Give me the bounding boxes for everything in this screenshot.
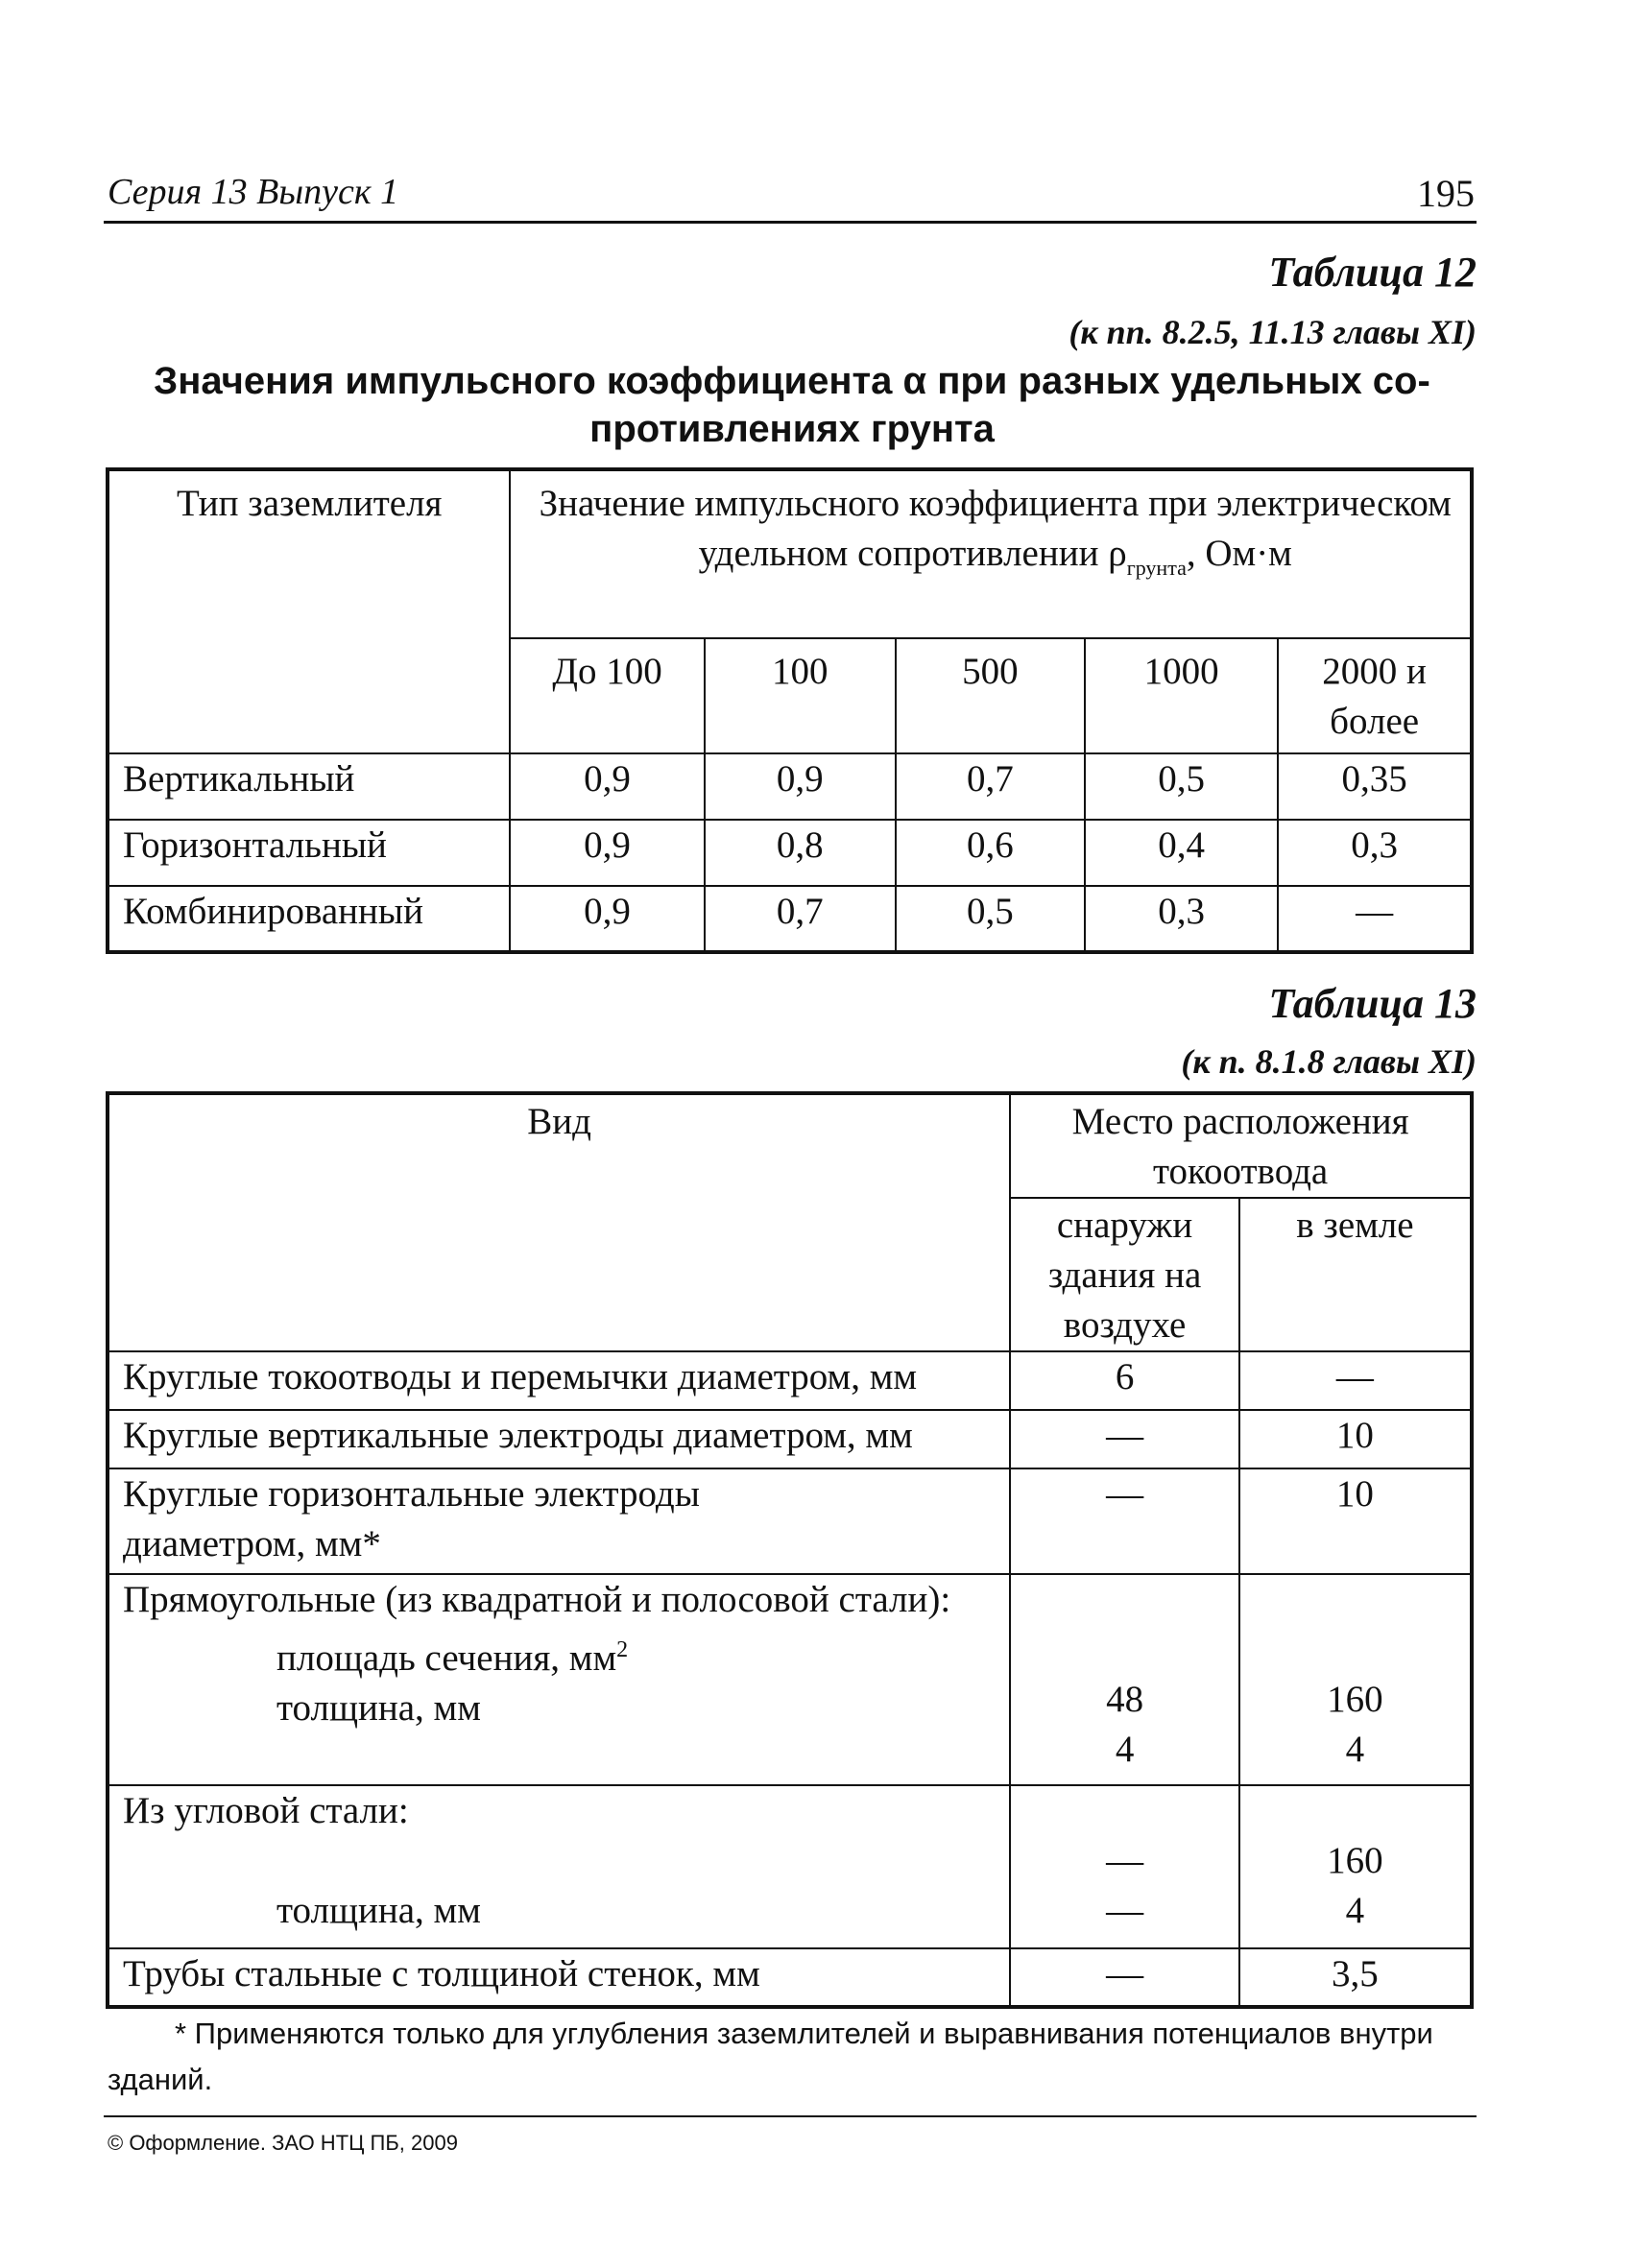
unit-superscript: 2 bbox=[616, 1637, 629, 1662]
sub-row-label: толщина, мм bbox=[276, 1890, 481, 1931]
cell-value: — bbox=[1106, 1890, 1144, 1931]
row-label: Трубы стальные с толщиной стенок, мм bbox=[108, 1948, 1010, 2007]
cell-value: 0,9 bbox=[510, 753, 704, 820]
table-row bbox=[108, 1948, 1472, 2007]
col-header: 500 bbox=[896, 638, 1085, 753]
row-label: Из угловой стали: bbox=[123, 1790, 409, 1831]
col-header: 2000 и более bbox=[1278, 638, 1472, 753]
cell-value: 4 bbox=[1345, 1890, 1365, 1931]
cell-value: — bbox=[1010, 1410, 1239, 1468]
row-label: Круглые вертикальные электроды диаметром, мм bbox=[108, 1410, 1010, 1468]
cell-values bbox=[1239, 1785, 1472, 1948]
cell-value: 0,6 bbox=[896, 820, 1085, 886]
table-row bbox=[108, 820, 1472, 886]
cell-value: 0,9 bbox=[705, 753, 896, 820]
cell-value: 0,9 bbox=[510, 886, 704, 952]
cell-value: — bbox=[1010, 1948, 1239, 2007]
cell-value: 4 bbox=[1115, 1729, 1135, 1770]
table12-caption: Таблица 12 bbox=[1268, 249, 1477, 296]
cell-value: 3,5 bbox=[1239, 1948, 1472, 2007]
col-header: 100 bbox=[705, 638, 896, 753]
cell-values bbox=[1010, 1785, 1239, 1948]
cell-value: 0,5 bbox=[1085, 753, 1278, 820]
impulse-coefficient-table bbox=[106, 467, 1474, 954]
row-label: Вертикальный bbox=[108, 753, 510, 820]
col-header: До 100 bbox=[510, 638, 704, 753]
cell-value: — bbox=[1106, 1840, 1144, 1881]
table12-reference: (к пп. 8.2.5, 11.13 главы XI) bbox=[1069, 313, 1477, 351]
cell-value: 0,9 bbox=[510, 820, 704, 886]
series-label: Серия 13 Выпуск 1 bbox=[108, 172, 399, 212]
cell-value: 0,35 bbox=[1278, 753, 1472, 820]
table-row bbox=[108, 1785, 1472, 1948]
cell-value: 10 bbox=[1239, 1410, 1472, 1468]
cell-value: 0,7 bbox=[705, 886, 896, 952]
row-label-group bbox=[108, 1785, 1010, 1948]
cell-value: — bbox=[1010, 1468, 1239, 1574]
cell-values bbox=[1010, 1574, 1239, 1785]
cell-value: 160 bbox=[1327, 1840, 1383, 1881]
cell-value: 6 bbox=[1010, 1351, 1239, 1410]
cell-value: 10 bbox=[1239, 1468, 1472, 1574]
row-label: Круглые токоотводы и перемычки диаметром, мм bbox=[108, 1351, 1010, 1410]
cell-value: 4 bbox=[1345, 1729, 1365, 1770]
table-row bbox=[108, 753, 1472, 820]
table-row bbox=[108, 1351, 1472, 1410]
row-label: Круглые горизонтальные электроды диаметром, мм* bbox=[108, 1468, 1010, 1574]
cell-value: 0,3 bbox=[1085, 886, 1278, 952]
cell-value: 0,5 bbox=[896, 886, 1085, 952]
cell-value: — bbox=[1239, 1351, 1472, 1410]
col-header-type: Тип заземлителя bbox=[108, 469, 510, 753]
footnote: * Применяются только для углубления заземлителей и выравнивания потенциалов внутри зданий. bbox=[108, 2017, 1433, 2096]
footer-divider bbox=[104, 2115, 1477, 2117]
cell-value: 0,7 bbox=[896, 753, 1085, 820]
page-number: 195 bbox=[1417, 172, 1475, 215]
copyright: © Оформление. ЗАО НТЦ ПБ, 2009 bbox=[108, 2131, 458, 2155]
col-header-outside: снаружи здания на воздухе bbox=[1010, 1198, 1239, 1351]
col-header-location: Место расположения токоотвода bbox=[1010, 1093, 1472, 1198]
grounding-conductor-table bbox=[106, 1091, 1474, 2009]
table13-caption: Таблица 13 bbox=[1268, 980, 1477, 1027]
cell-value: 0,3 bbox=[1278, 820, 1472, 886]
table13-reference: (к п. 8.1.8 главы XI) bbox=[1181, 1042, 1477, 1081]
cell-value: 0,4 bbox=[1085, 820, 1278, 886]
col-header-group: Значение импульсного коэффициента при электрическом удельном сопротивлении $\rho_{грунта}$, Ом·м bbox=[510, 469, 1472, 638]
table-row bbox=[108, 886, 1472, 952]
table-row bbox=[108, 1574, 1472, 1785]
cell-value: 48 bbox=[1106, 1679, 1144, 1720]
col-header: 1000 bbox=[1085, 638, 1278, 753]
rho-subscript: грунта bbox=[1126, 556, 1187, 580]
row-label-group bbox=[108, 1574, 1010, 1785]
table12-title: Значения импульсного коэффициента α при разных удельных со-противлениях грунта bbox=[154, 360, 1430, 450]
sub-row-label: толщина, мм bbox=[276, 1687, 481, 1729]
cell-value: — bbox=[1278, 886, 1472, 952]
row-label: Комбинированный bbox=[108, 886, 510, 952]
col-header-ground: в земле bbox=[1239, 1198, 1472, 1351]
running-header bbox=[104, 165, 1477, 224]
table-row bbox=[108, 1410, 1472, 1468]
cell-value: 160 bbox=[1327, 1679, 1383, 1720]
col-header-type: Вид bbox=[108, 1093, 1010, 1351]
cell-value: 0,8 bbox=[705, 820, 896, 886]
row-label: Горизонтальный bbox=[108, 820, 510, 886]
row-label: Прямоугольные (из квадратной и полосовой стали): bbox=[123, 1579, 951, 1620]
table-row bbox=[108, 1468, 1472, 1574]
sub-row-label: площадь сечения, $мм^2$ bbox=[276, 1637, 629, 1679]
cell-values bbox=[1239, 1574, 1472, 1785]
